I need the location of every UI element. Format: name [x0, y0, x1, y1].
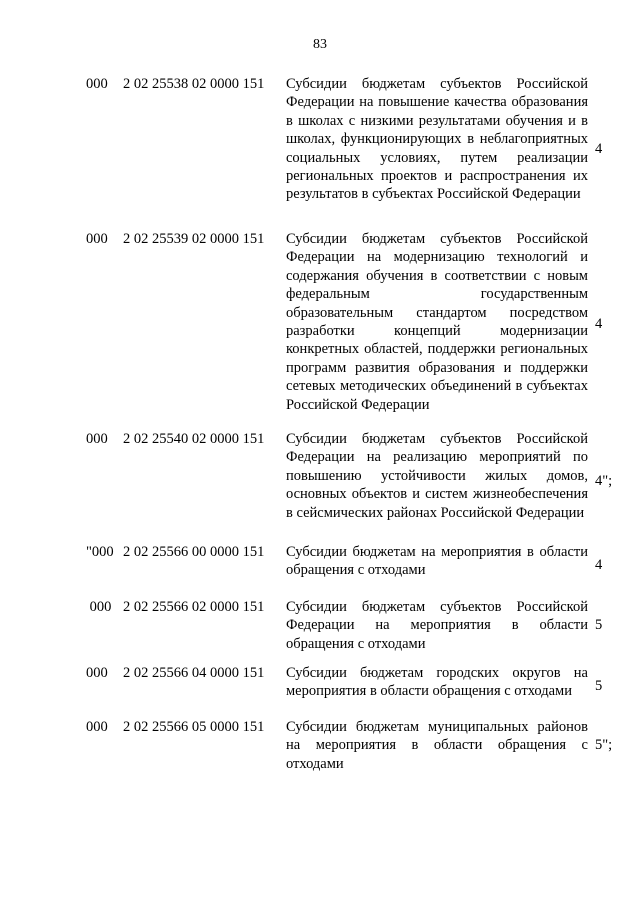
- row-description: Субсидии бюджетам на мероприятия в области обращения с отходами: [286, 544, 588, 579]
- admin-code: 000: [86, 665, 108, 681]
- budget-classification-code: 2 02 25539 02 0000 151: [123, 231, 265, 247]
- budget-classification-code: 2 02 25538 02 0000 151: [123, 76, 265, 92]
- table-row: [0, 430, 640, 521]
- row-description: Субсидии бюджетам субъектов Российской Федерации на мероприятия в области обращения с отходами: [286, 599, 588, 652]
- row-number: 5";: [595, 737, 613, 753]
- row-number: 5: [595, 678, 603, 694]
- admin-code: 000: [86, 719, 108, 735]
- budget-classification-code: 2 02 25566 04 0000 151: [123, 665, 265, 681]
- budget-classification-code: 2 02 25540 02 0000 151: [123, 431, 265, 447]
- budget-classification-code: 2 02 25566 02 0000 151: [123, 599, 265, 615]
- page-number: 83: [313, 37, 327, 52]
- admin-code: 000: [86, 599, 112, 615]
- row-description: Субсидии бюджетам субъектов Российской Федерации на повышение качества образования в школах с низкими результатами обучения и в школах, функционирующих в неблагоприятных социальных условиях, путем реализации региональных проектов и распространения их результатов в субъектах Российской Федерации: [286, 76, 588, 203]
- row-number: 4";: [595, 473, 613, 489]
- row-number: 5: [595, 617, 603, 633]
- table-row: [0, 543, 640, 579]
- table-row: [0, 718, 640, 772]
- row-description: Субсидии бюджетам муниципальных районов на мероприятия в области обращения с отходами: [286, 719, 588, 772]
- admin-code: 000: [86, 76, 108, 92]
- admin-code: "000: [86, 544, 114, 560]
- row-description: Субсидии бюджетам субъектов Российской Федерации на модернизацию технологий и содержания обучения в соответствии с новым федеральным государственным образовательным стандартом посредством разработки концепций модернизации конкретных областей, поддержки региональных программ развития образования и поддержки сетевых методических объединений в субъектах Российской Федерации: [286, 231, 588, 413]
- row-number: 4: [595, 316, 603, 332]
- budget-classification-code: 2 02 25566 05 0000 151: [123, 719, 265, 735]
- row-description: Субсидии бюджетам субъектов Российской Федерации на реализацию мероприятий по повышению устойчивости жилых домов, основных объектов и систем жизнеобеспечения в сейсмических районах Российской Федерации: [286, 431, 588, 521]
- admin-code: 000: [86, 231, 108, 247]
- admin-code: 000: [86, 431, 108, 447]
- row-description: Субсидии бюджетам городских округов на мероприятия в области обращения с отходами: [286, 665, 588, 700]
- budget-classification-code: 2 02 25566 00 0000 151: [123, 544, 265, 560]
- table-row: [0, 598, 640, 652]
- table-row: [0, 75, 640, 203]
- row-number: 4: [595, 557, 603, 573]
- table-row: [0, 664, 640, 700]
- table-row: [0, 230, 640, 413]
- row-number: 4: [595, 141, 603, 157]
